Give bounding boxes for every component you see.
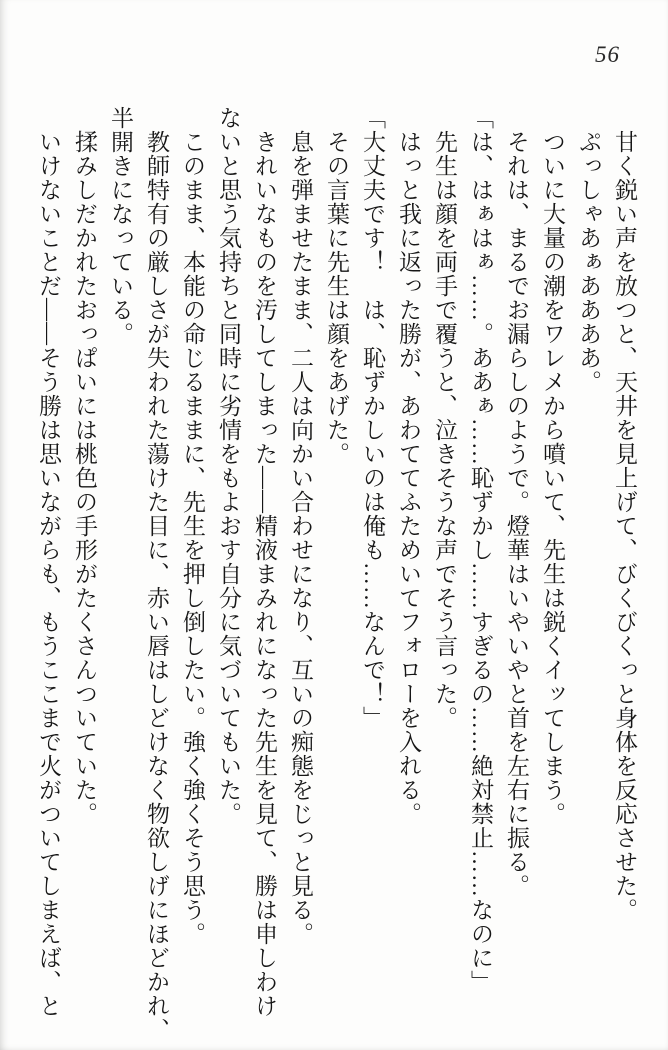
text-column: いけないことだ――そう勝は思いながらも、もうここまで火がついてしまえば、と xyxy=(36,106,61,1018)
text-column: 揉みしだかれたおっぱいには桃色の手形がたくさんついていた。 xyxy=(72,106,97,826)
text-column: ぷっしゃあぁああああ。 xyxy=(576,106,601,394)
text-column: 教師特有の厳しさが失われた蕩けた目に、赤い唇はしどけなく物欲しげにほどかれ、 xyxy=(144,106,169,1042)
page-number: 56 xyxy=(595,42,620,67)
text-column: その言葉に先生は顔をあげた。 xyxy=(324,106,349,466)
text-column: 息を弾ませたまま、二人は向かい合わせになり、互いの痴態をじっと見る。 xyxy=(288,106,313,946)
text-column: 「大丈夫です！ は、恥ずかしいのは俺も……なんで！」 xyxy=(360,106,385,730)
text-column: 半開きになっている。 xyxy=(108,106,133,346)
text-column: ないと思う気持ちと同時に劣情をもよおす自分に気づいてもいた。 xyxy=(216,106,241,826)
text-column: きれいなものを汚してしまった――精液まみれになった先生を見て、勝は申しわけ xyxy=(252,106,277,1018)
text-column: このまま、本能の命じるままに、先生を押し倒したい。強く強くそう思う。 xyxy=(180,106,205,946)
text-column: 「は、はぁはぁ……。ああぁ……恥ずかし……すぎるの……絶対禁止……なのに」 xyxy=(468,106,493,994)
text-column: それは、まるでお漏らしのようで。燈華はいやいやと首を左右に振る。 xyxy=(504,106,529,898)
text-column: ついに大量の潮をワレメから噴いて、先生は鋭くイッてしまう。 xyxy=(540,106,565,826)
text-column: 甘く鋭い声を放つと、天井を見上げて、びくびくっと身体を反応させた。 xyxy=(612,106,637,922)
text-column: 先生は顔を両手で覆うと、泣きそうな声でそう言った。 xyxy=(432,106,457,730)
body-text xyxy=(26,106,642,1046)
text-column: はっと我に返った勝が、あわててふためいてフォローを入れる。 xyxy=(396,106,421,826)
